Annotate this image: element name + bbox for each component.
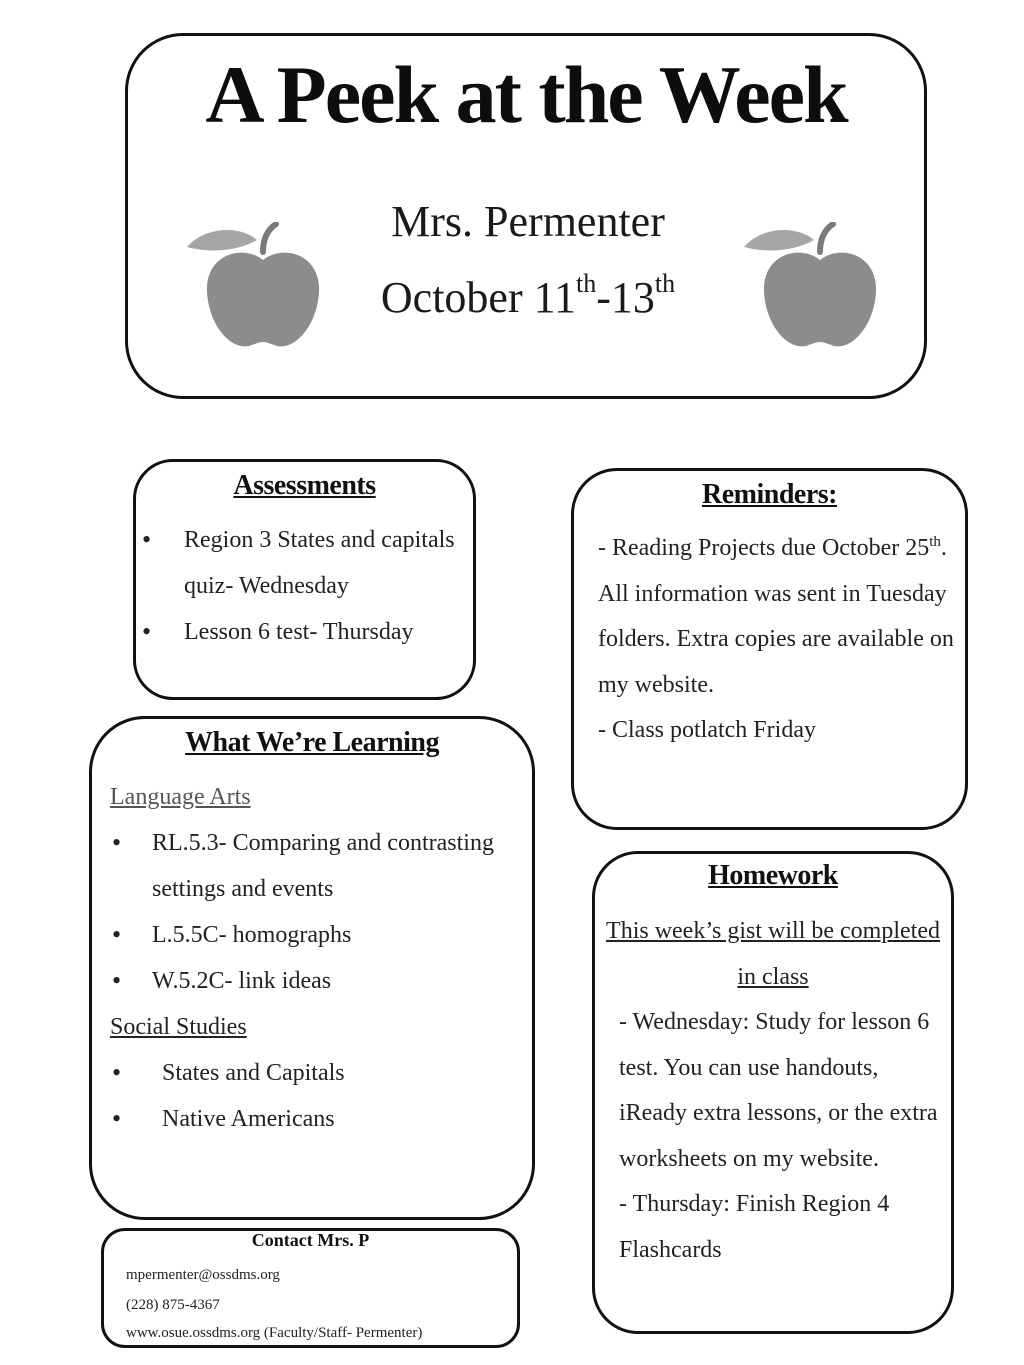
- contact-website[interactable]: www.osue.ossdms.org (Faculty/Staff- Permenter): [126, 1325, 423, 1341]
- homework-text: [619, 1000, 949, 1273]
- contact-phone: (228) 875-4367: [126, 1297, 220, 1313]
- learning-item: L.5.5C- homographs: [152, 922, 352, 948]
- learning-content: [110, 774, 530, 1142]
- apple-icon: [183, 222, 323, 352]
- homework-box: [592, 851, 954, 1334]
- page-title: A Peek at the Week: [205, 49, 847, 140]
- contact-title: Contact Mrs. P: [251, 1230, 370, 1250]
- apple-icon: [740, 222, 880, 352]
- homework-title: Homework: [708, 860, 838, 891]
- apple-body: [207, 253, 319, 347]
- reminder-item: [598, 526, 958, 708]
- dates-separator: -: [596, 273, 611, 322]
- apple-stem: [263, 224, 276, 252]
- dates-start-day: 11: [533, 273, 576, 322]
- homework-item: - Wednesday: Study for lesson 6 test. You can use handouts, iReady extra lessons, or the extra worksheets on my website.: [619, 1009, 938, 1172]
- learning-item: W.5.2C- link ideas: [152, 968, 332, 994]
- reminders-title: Reminders:: [702, 479, 837, 510]
- homework-item: - Thursday: Finish Region 4 Flashcards: [619, 1191, 890, 1263]
- learning-title: What We’re Learning: [185, 727, 439, 758]
- bullet-icon: •: [112, 1058, 122, 1087]
- language-arts-list: [110, 820, 530, 1004]
- bullet-icon: •: [112, 1104, 122, 1133]
- list-item: [110, 912, 530, 958]
- reminder-superscript: th: [929, 534, 941, 550]
- reminder-item: - Class potlatch Friday: [598, 717, 816, 743]
- social-studies-list: [110, 1050, 530, 1142]
- apple-stem: [820, 224, 833, 252]
- apple-leaf: [744, 230, 814, 250]
- learning-item: Native Americans: [162, 1106, 335, 1132]
- list-item: [110, 820, 530, 912]
- dates-end-suffix: th: [654, 269, 676, 299]
- social-studies-heading: Social Studies: [110, 1014, 247, 1040]
- reminder-text-part: - Reading Projects due October 25: [598, 535, 930, 561]
- contact-box: [101, 1228, 520, 1348]
- learning-item: States and Capitals: [162, 1060, 345, 1086]
- apple-body: [764, 253, 876, 347]
- assessment-item: Lesson 6 test- Thursday: [184, 619, 414, 645]
- header-box: [125, 33, 927, 399]
- dates-month: October: [380, 273, 523, 322]
- contact-email[interactable]: mpermenter@ossdms.org: [126, 1267, 280, 1283]
- assessment-item: Region 3 States and capitals quiz- Wednesday: [184, 527, 455, 599]
- homework-gist: This week’s gist will be completed in class: [606, 918, 940, 990]
- language-arts-heading: Language Arts: [110, 784, 251, 810]
- list-item: [142, 517, 474, 609]
- list-item: [110, 1096, 530, 1142]
- learning-item: RL.5.3- Comparing and contrasting settings and events: [152, 830, 494, 902]
- assessments-list: [142, 517, 474, 655]
- reminders-text: [598, 526, 958, 754]
- bullet-icon: •: [112, 828, 122, 857]
- bullet-icon: •: [112, 920, 122, 949]
- reminders-box: [571, 468, 968, 830]
- bullet-icon: •: [112, 966, 122, 995]
- bullet-icon: •: [142, 525, 152, 554]
- week-dates: [328, 269, 728, 323]
- apple-leaf: [187, 230, 257, 250]
- list-item: [142, 609, 474, 655]
- assessments-box: [133, 459, 476, 700]
- dates-start-suffix: th: [575, 269, 597, 299]
- teacher-name: Mrs. Permenter: [391, 197, 665, 246]
- learning-box: [89, 716, 535, 1220]
- bullet-icon: •: [142, 617, 152, 646]
- list-item: [110, 1050, 530, 1096]
- list-item: [110, 958, 530, 1004]
- dates-end-day: 13: [610, 273, 655, 322]
- assessments-title: Assessments: [233, 470, 376, 501]
- reminder-text-part: . All information was sent in Tuesday folders. Extra copies are available on my website.: [598, 535, 954, 698]
